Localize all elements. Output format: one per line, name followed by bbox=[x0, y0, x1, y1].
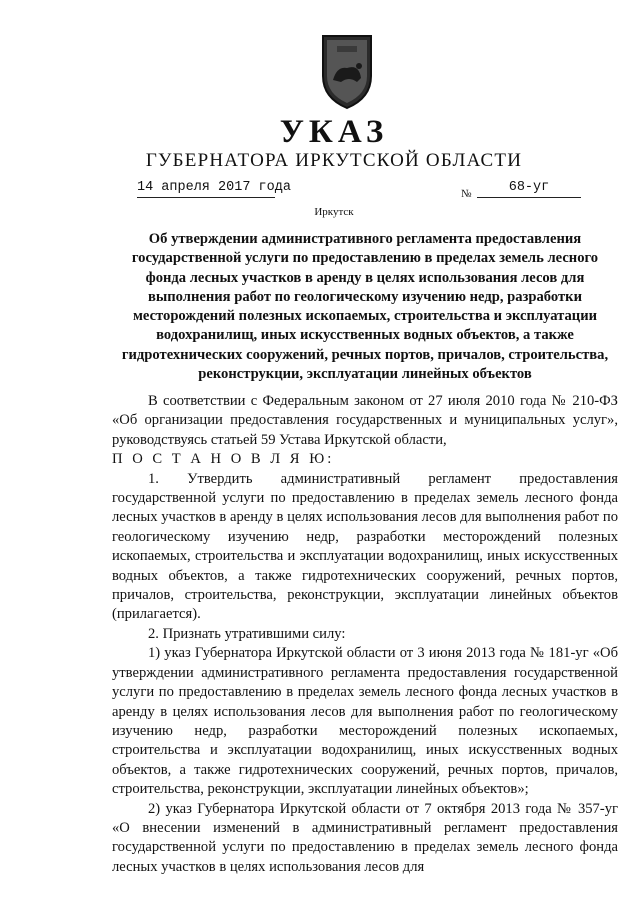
document-issuer: ГУБЕРНАТОРА ИРКУТСКОЙ ОБЛАСТИ bbox=[145, 150, 523, 171]
document-city: Иркутск bbox=[314, 206, 354, 218]
item-1: 1. Утвердить административный регламент предоставления государственной услуги по предоставлению в пределах земель лесного фонда лесных участков в аренду в целях использования лесов для выполнения работ по геологическому изучению недр, разработки месторождений полезных ископаемых, строительства и эксплуатации водохранилищ, иных искусственных водных объектов, а также гидротехнических сооружений, речных портов, причалов, строительства, реконструкции, эксплуатации линейных объектов (прилагается). bbox=[112, 470, 618, 623]
number-label: № bbox=[461, 188, 472, 200]
document-body bbox=[112, 392, 618, 877]
document-date: 14 апреля 2017 года bbox=[137, 180, 275, 198]
coat-of-arms-icon bbox=[319, 32, 375, 110]
document-heading: Об утверждении административного регламента предоставления государственной услуги по предоставлению в пределах земель лесного фонда лесных участков в аренду в целях использования лесов для выполнения работ по геологическому изучению недр, разработки месторождений полезных ископаемых, строительства и эксплуатации водохранилищ, иных искусственных водных объектов, а также гидротехнических сооружений, речных портов, причалов, строительства, реконструкции, эксплуатации линейных объектов bbox=[121, 231, 609, 383]
document-number: 68-уг bbox=[477, 180, 581, 198]
intro-paragraph: В соответствии с Федеральным законом от 27 июля 2010 года № 210-ФЗ «Об организации предоставления государственных и муниципальных услуг», руководствуясь статьей 59 Устава Иркутской области, bbox=[112, 393, 618, 448]
document-title: УКАЗ bbox=[279, 114, 389, 150]
decree-line: П О С Т А Н О В Л Я Ю: bbox=[112, 451, 335, 468]
item-2: 2. Признать утратившими силу: bbox=[148, 625, 346, 642]
item-2-2: 2) указ Губернатора Иркутской области от 7 октября 2013 года № 357-уг «О внесении изменений в административный регламент предоставления государственной услуги по предоставлению в пределах земель лесного фонда лесных участков в целях использования лесов для bbox=[112, 800, 618, 875]
item-2-1: 1) указ Губернатора Иркутской области от 3 июня 2013 года № 181-уг «Об утверждении административного регламента предоставления государственной услуги по предоставлению в пределах земель лесного фонда лесных участков в аренду в целях использования лесов для выполнения работ по геологическому изучению недр, разработки месторождений полезных ископаемых, строительства и эксплуатации водохранилищ, иных искусственных водных объектов, а также гидротехнических сооружений, речных портов, причалов, строительства, реконструкции, эксплуатации линейных объектов»; bbox=[112, 645, 618, 798]
